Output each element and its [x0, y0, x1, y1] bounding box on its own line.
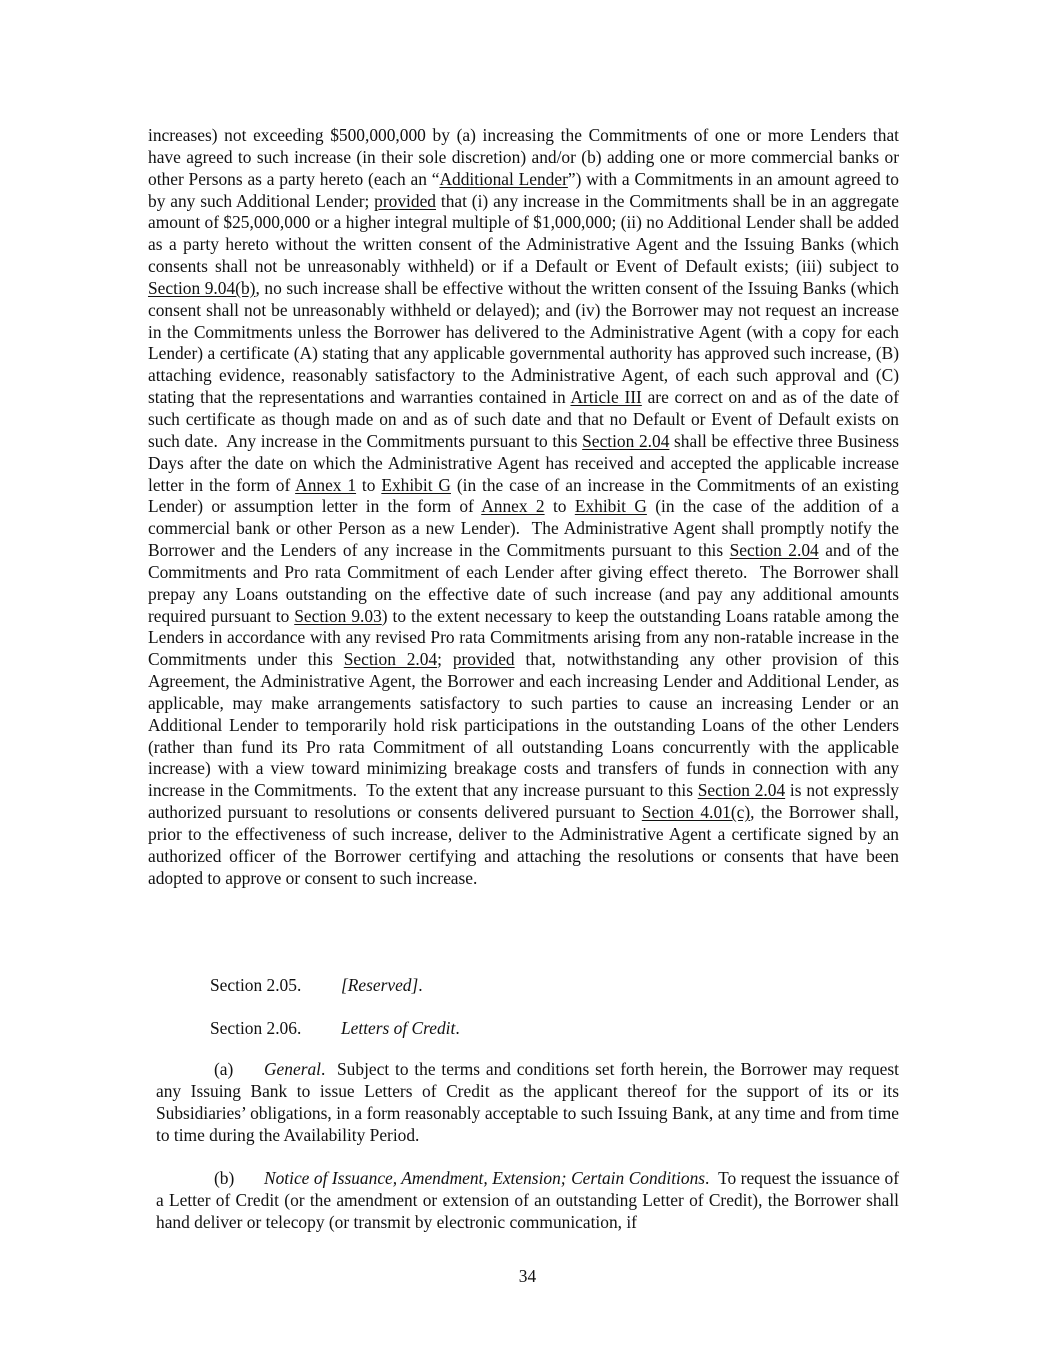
paragraph-text-run: , the Borrower shall, prior to the effectiveness of such increase, deliver to the Administrative Agent a certificate signed by an authorized officer of the Borrower certifying and attaching the resolutions or consents that have been adopted to approve or consent to such increase.	[148, 802, 899, 888]
cross-reference-link: provided	[374, 190, 436, 211]
paragraph-text-run: (in the case of an increase in the Commitments of an existing Lender) or assumption letter in the form of	[148, 474, 899, 517]
paragraph-text-run: that, notwithstanding any other provision of this Agreement, the Administrative Agent, the Borrower and each increasing Lender and Additional Lender, as applicable, may make arrangements satisfactory to such parties to cause an increasing Lender or an Additional Lender to temporarily hold risk participations in the outstanding Loans of the other Lenders (rather than fund its Pro rata Commitment of all outstanding Loans concurrently with the applicable increase) with a view toward minimizing breakage costs and transfers of funds in connection with any increase in the Commitments. To the extent that any increase pursuant to this	[148, 649, 899, 801]
section-2-06-number: Section 2.06.	[210, 1018, 302, 1038]
cross-reference-link: Annex 2	[481, 496, 545, 517]
paragraph-text-run: are correct on and as of the date of such certificate as though made on and as of such date and that no Default or Event of Default exists on such date. Any increase in the Commitments pursuant to this	[148, 387, 900, 451]
cross-reference-link: Section 2.04	[729, 540, 819, 561]
subsection-a-heading-period: .	[321, 1059, 326, 1079]
subsection-b-heading: Notice of Issuance, Amendment, Extension; Certain Conditions	[264, 1168, 706, 1188]
subsection-b-label: (b)	[214, 1168, 235, 1188]
cross-reference-link: Section 2.04	[582, 430, 670, 451]
cross-reference-link: Section 4.01(c)	[641, 802, 751, 823]
cross-reference-link: Section 2.04	[343, 649, 438, 670]
paragraph-text-run: to	[356, 474, 382, 495]
paragraph-text-run: shall be effective three Business Days after the date on which the Administrative Agent has received and accepted the applicable increase letter in the form of	[148, 430, 899, 495]
paragraph-text-run: ) to the extent necessary to keep the outstanding Loans ratable among the Lenders in accordance with any revised Pro rata Commitments arising from any non-ratable increase in the Commitments under this	[148, 605, 899, 670]
subsection-b-text: To request the issuance of a Letter of Credit (or the amendment or extension of an outstanding Letter of Credit), the Borrower shall hand deliver or telecopy (or transmit by electronic communication, if	[156, 1168, 899, 1232]
paragraph-text-run: to	[544, 496, 575, 517]
section-2-04-continuation-paragraph	[148, 125, 899, 890]
subsection-b-heading-period: .	[705, 1168, 710, 1188]
subsection-a-heading: General	[264, 1059, 321, 1079]
paragraph-text-run: is not expressly authorized pursuant to resolutions or consents delivered pursuant to	[148, 780, 899, 823]
paragraph-text-run: , no such increase shall be effective without the written consent of the Issuing Banks (which consent shall not be unreasonably withheld or delayed); and (iv) the Borrower may not request an increase in the Commitments unless the Borrower has delivered to the Administrative Agent (with a copy for each Lender) a certificate (A) stating that any applicable governmental authority has approved such increase, (B) attaching evidence, reasonably satisfactory to the Administrative Agent, of each such approval and (C) stating that the representations and warranties contained in	[148, 277, 899, 408]
subsection-a-general	[156, 1059, 899, 1146]
cross-reference-link: Annex 1	[295, 474, 357, 495]
cross-reference-link: Article III	[570, 387, 642, 408]
paragraph-text-run: (in the case of the addition of a commercial bank or other Person as a new Lender). The Administrative Agent shall promptly notify the Borrower and the Lenders of any increase in the Commitments pursuant to this	[148, 496, 899, 561]
cross-reference-link: Section 9.04(b)	[148, 277, 256, 298]
cross-reference-link: Additional Lender	[439, 168, 568, 189]
page-number: 34	[518, 1266, 537, 1286]
section-2-05-heading	[210, 974, 423, 996]
section-2-06-title: Letters of Credit	[341, 1018, 456, 1038]
section-2-06-heading	[210, 1017, 460, 1039]
paragraph-text-run: ”) with a Commitments in an amount agreed to by any such Additional Lender;	[148, 168, 899, 211]
cross-reference-link: Section 9.03	[294, 605, 382, 626]
cross-reference-link: Section 2.04	[697, 780, 786, 801]
section-2-05-title: [Reserved]	[341, 975, 419, 995]
paragraph-text-run: ;	[437, 649, 453, 670]
cross-reference-link: Exhibit G	[574, 496, 647, 517]
paragraph-text-run: that (i) any increase in the Commitments shall be in an aggregate amount of $25,000,000 or a higher integral multiple of $1,000,000; (ii) no Additional Lender shall be added as a party hereto without the written consent of the Administrative Agent and the Issuing Banks (which consents shall not be unreasonably withheld) or if a Default or Event of Default exists; (iii) subject to	[148, 190, 899, 277]
cross-reference-link: provided	[452, 649, 515, 670]
section-2-05-period: .	[418, 975, 423, 995]
paragraph-text-run: and of the Commitments and Pro rata Commitment of each Lender after giving effect thereto. The Borrower shall prepay any Loans outstanding on the effective date of such increase (and pay any additional amounts required pursuant to	[148, 540, 899, 626]
section-2-05-number: Section 2.05.	[210, 975, 302, 995]
cross-reference-link: Exhibit G	[381, 474, 451, 495]
subsection-a-text: Subject to the terms and conditions set forth herein, the Borrower may request any Issuing Bank to issue Letters of Credit as the applicant thereof for the support of its or its Subsidiaries’ obligations, in a form reasonably acceptable to such Issuing Bank, at any time and from time to time during the Availability Period.	[156, 1059, 899, 1145]
subsection-a-label: (a)	[214, 1059, 234, 1079]
section-2-06-period: .	[455, 1018, 460, 1038]
subsection-b-notice-of-issuance	[156, 1168, 899, 1234]
paragraph-text-run: increases) not exceeding $500,000,000 by (a) increasing the Commitments of one or more Lenders that have agreed to such increase (in their sole discretion) and/or (b) adding one or more commercial banks or other Persons as a party hereto (each an “	[148, 125, 899, 189]
